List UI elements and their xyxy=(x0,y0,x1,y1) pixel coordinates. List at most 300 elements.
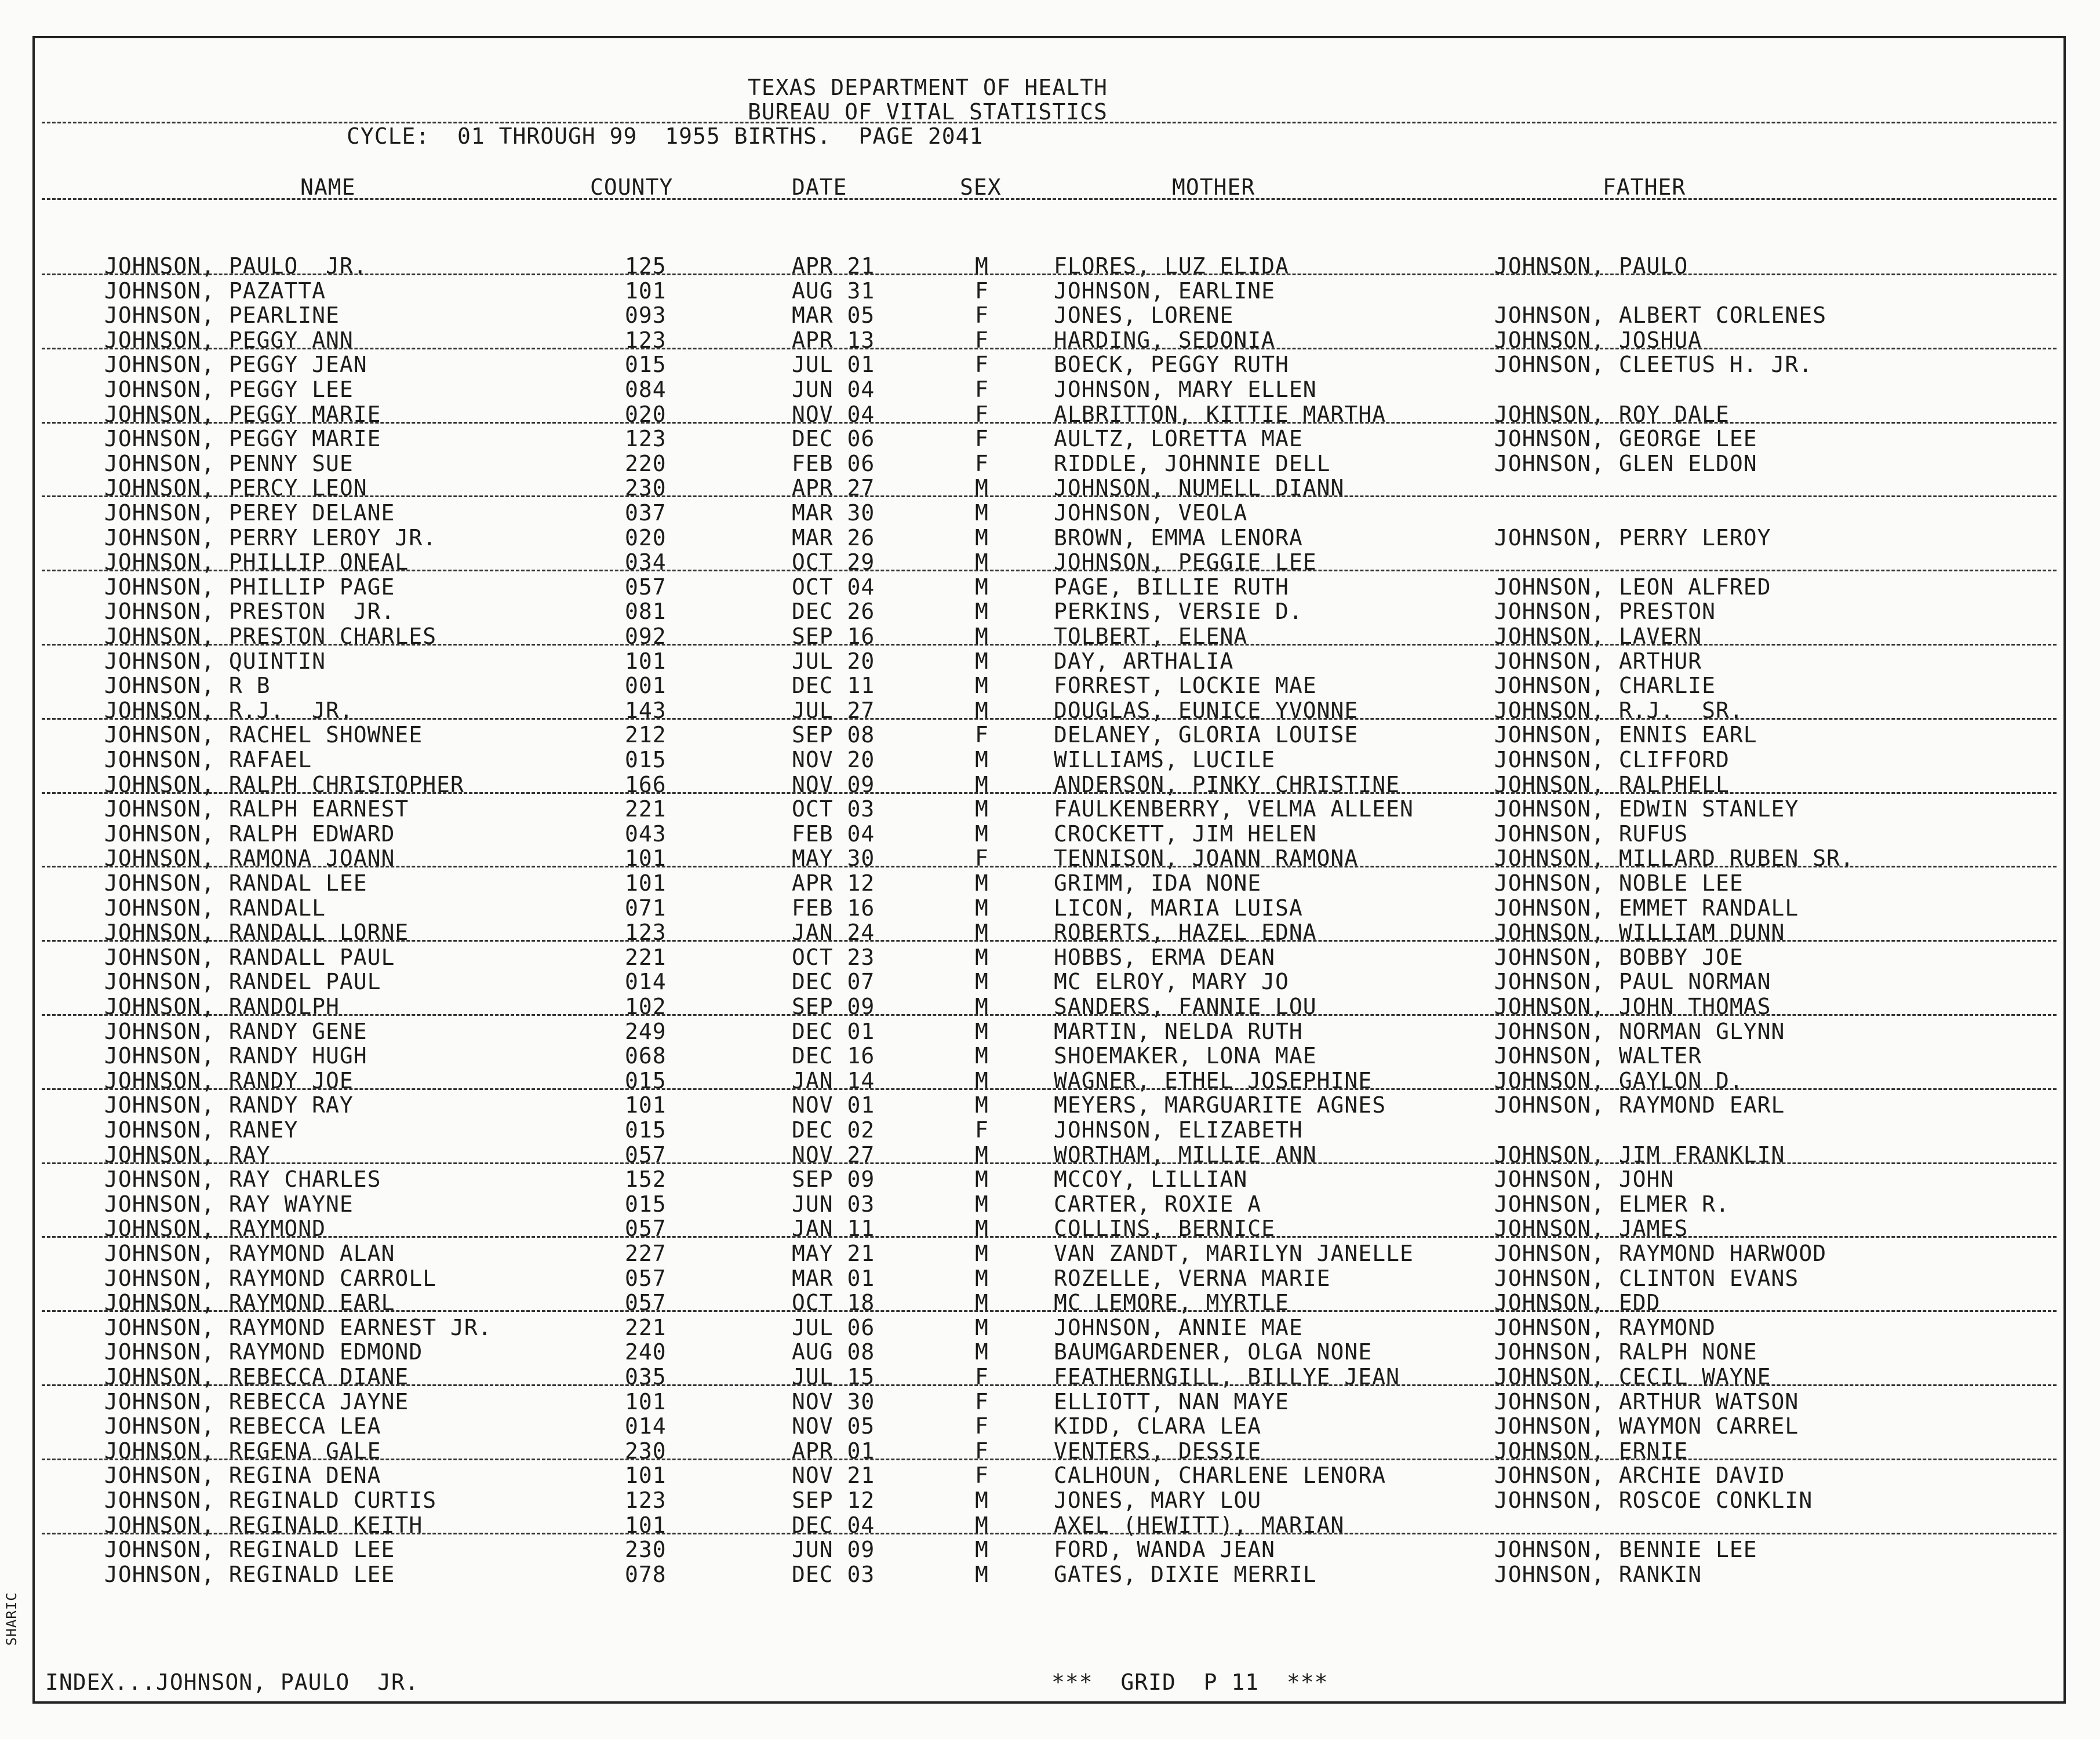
record-date: NOV 27 xyxy=(792,1142,875,1168)
record-date: NOV 09 xyxy=(792,772,875,797)
record-sex: M xyxy=(975,599,989,624)
record-county: 123 xyxy=(625,1488,667,1513)
record-county: 057 xyxy=(625,1290,667,1315)
record-sex: M xyxy=(975,500,989,526)
record-father: JOHNSON, CECIL WAYNE xyxy=(1494,1364,1771,1390)
record-date: OCT 18 xyxy=(792,1290,875,1315)
footer-grid: *** GRID P 11 *** xyxy=(1051,1669,1329,1695)
record-county: 034 xyxy=(625,549,667,575)
record-sex: M xyxy=(975,895,989,921)
record-sex: M xyxy=(975,1290,989,1315)
record-date: JUN 09 xyxy=(792,1537,875,1562)
record-date: JUL 27 xyxy=(792,698,875,723)
row-group-rule xyxy=(42,1459,2057,1460)
record-county: 101 xyxy=(625,1092,667,1118)
row-group-rule xyxy=(42,570,2057,571)
record-mother: MEYERS, MARGUARITE AGNES xyxy=(1054,1092,1386,1118)
record-sex: M xyxy=(975,1537,989,1562)
record-father: JOHNSON, RANKIN xyxy=(1494,1562,1702,1587)
row-group-rule xyxy=(42,644,2057,646)
record-father: JOHNSON, JOHN THOMAS xyxy=(1494,994,1771,1019)
record-date: APR 27 xyxy=(792,475,875,501)
record-name: JOHNSON, PEGGY LEE xyxy=(104,377,354,402)
record-name: JOHNSON, RANDY RAY xyxy=(104,1092,354,1118)
record-sex: M xyxy=(975,1315,989,1340)
record-county: 020 xyxy=(625,402,667,427)
record-county: 212 xyxy=(625,722,667,748)
record-county: 101 xyxy=(625,1463,667,1488)
record-mother: BOECK, PEGGY RUTH xyxy=(1054,352,1289,377)
record-father: JOHNSON, RALPHELL xyxy=(1494,772,1730,797)
record-mother: VENTERS, DESSIE xyxy=(1054,1438,1262,1464)
record-date: DEC 11 xyxy=(792,673,875,698)
record-sex: F xyxy=(975,1389,989,1414)
record-sex: M xyxy=(975,1068,989,1093)
record-date: DEC 03 xyxy=(792,1562,875,1587)
record-county: 001 xyxy=(625,673,667,698)
record-date: MAY 30 xyxy=(792,845,875,871)
record-name: JOHNSON, RAYMOND EDMOND xyxy=(104,1339,423,1365)
footer-index: INDEX...JOHNSON, PAULO JR. xyxy=(45,1669,419,1695)
record-name: JOHNSON, RANDY HUGH xyxy=(104,1043,367,1069)
row-group-rule xyxy=(42,1310,2057,1312)
record-mother: GATES, DIXIE MERRIL xyxy=(1054,1562,1317,1587)
record-mother: JOHNSON, MARY ELLEN xyxy=(1054,377,1317,402)
record-county: 037 xyxy=(625,500,667,526)
record-date: APR 21 xyxy=(792,253,875,279)
record-father: JOHNSON, ARTHUR WATSON xyxy=(1494,1389,1799,1414)
record-father: JOHNSON, GLEN ELDON xyxy=(1494,451,1757,476)
record-sex: M xyxy=(975,549,989,575)
record-county: 078 xyxy=(625,1562,667,1587)
record-date: NOV 30 xyxy=(792,1389,875,1414)
record-name: JOHNSON, RANDALL xyxy=(104,895,326,921)
row-group-rule xyxy=(42,792,2057,794)
record-name: JOHNSON, RACHEL SHOWNEE xyxy=(104,722,423,748)
record-county: 071 xyxy=(625,895,667,921)
record-sex: F xyxy=(975,845,989,871)
record-mother: PERKINS, VERSIE D. xyxy=(1054,599,1303,624)
row-group-rule xyxy=(42,348,2057,349)
record-name: JOHNSON, RANDY JOE xyxy=(104,1068,354,1093)
record-name: JOHNSON, REBECCA DIANE xyxy=(104,1364,409,1390)
record-sex: M xyxy=(975,1216,989,1241)
record-mother: JOHNSON, NUMELL DIANN xyxy=(1054,475,1345,501)
record-county: 057 xyxy=(625,1266,667,1291)
record-father: JOHNSON, NOBLE LEE xyxy=(1494,870,1744,896)
record-mother: ALBRITTON, KITTIE MARTHA xyxy=(1054,402,1386,427)
record-father: JOHNSON, RAYMOND EARL xyxy=(1494,1092,1785,1118)
record-sex: M xyxy=(975,1241,989,1266)
record-county: 092 xyxy=(625,624,667,649)
record-father: JOHNSON, CLEETUS H. JR. xyxy=(1494,352,1813,377)
record-date: MAR 26 xyxy=(792,525,875,550)
record-county: 057 xyxy=(625,1142,667,1168)
record-father: JOHNSON, CLINTON EVANS xyxy=(1494,1266,1799,1291)
record-county: 221 xyxy=(625,796,667,822)
record-sex: M xyxy=(975,1043,989,1069)
record-name: JOHNSON, PEGGY MARIE xyxy=(104,402,381,427)
record-date: JUL 01 xyxy=(792,352,875,377)
record-county: 057 xyxy=(625,1216,667,1241)
cycle-line: CYCLE: 01 THROUGH 99 1955 BIRTHS. PAGE 2041 xyxy=(347,123,984,149)
record-mother: FORD, WANDA JEAN xyxy=(1054,1537,1276,1562)
record-father: JOHNSON, GAYLON D. xyxy=(1494,1068,1744,1093)
record-father: JOHNSON, ERNIE xyxy=(1494,1438,1688,1464)
record-mother: DAY, ARTHALIA xyxy=(1054,648,1234,674)
record-mother: ANDERSON, PINKY CHRISTINE xyxy=(1054,772,1400,797)
record-sex: M xyxy=(975,747,989,772)
record-sex: F xyxy=(975,302,989,328)
record-date: JUN 04 xyxy=(792,377,875,402)
record-date: JAN 14 xyxy=(792,1068,875,1093)
record-date: DEC 01 xyxy=(792,1019,875,1044)
record-father: JOHNSON, WAYMON CARREL xyxy=(1494,1413,1799,1439)
row-group-rule xyxy=(42,1533,2057,1534)
record-mother: CALHOUN, CHARLENE LENORA xyxy=(1054,1463,1386,1488)
record-father: JOHNSON, ARCHIE DAVID xyxy=(1494,1463,1785,1488)
record-county: 221 xyxy=(625,945,667,970)
record-name: JOHNSON, REGINALD KEITH xyxy=(104,1512,423,1538)
record-mother: ROZELLE, VERNA MARIE xyxy=(1054,1266,1331,1291)
record-name: JOHNSON, RAY CHARLES xyxy=(104,1166,381,1192)
record-father: JOHNSON, MILLARD RUBEN SR. xyxy=(1494,845,1854,871)
record-father: JOHNSON, GEORGE LEE xyxy=(1494,426,1757,451)
record-date: MAR 30 xyxy=(792,500,875,526)
record-name: JOHNSON, R B xyxy=(104,673,271,698)
record-date: SEP 09 xyxy=(792,1166,875,1192)
record-date: JUL 15 xyxy=(792,1364,875,1390)
record-mother: COLLINS, BERNICE xyxy=(1054,1216,1276,1241)
record-date: SEP 08 xyxy=(792,722,875,748)
record-name: JOHNSON, RALPH EARNEST xyxy=(104,796,409,822)
record-name: JOHNSON, RAYMOND CARROLL xyxy=(104,1266,437,1291)
record-name: JOHNSON, REGINALD LEE xyxy=(104,1537,395,1562)
record-mother: DOUGLAS, EUNICE YVONNE xyxy=(1054,698,1359,723)
record-mother: JONES, MARY LOU xyxy=(1054,1488,1262,1513)
record-mother: MARTIN, NELDA RUTH xyxy=(1054,1019,1303,1044)
record-county: 084 xyxy=(625,377,667,402)
column-header-rule xyxy=(42,198,2057,200)
record-name: JOHNSON, RAYMOND EARL xyxy=(104,1290,395,1315)
row-group-rule xyxy=(42,495,2057,497)
row-group-rule xyxy=(42,1014,2057,1016)
row-group-rule xyxy=(42,1088,2057,1090)
column-header-sex: SEX xyxy=(960,174,1002,200)
record-name: JOHNSON, RANDOLPH xyxy=(104,994,340,1019)
record-mother: AULTZ, LORETTA MAE xyxy=(1054,426,1303,451)
record-date: DEC 04 xyxy=(792,1512,875,1538)
record-name: JOHNSON, PAZATTA xyxy=(104,278,326,304)
record-date: OCT 29 xyxy=(792,549,875,575)
record-sex: M xyxy=(975,698,989,723)
record-sex: F xyxy=(975,1117,989,1143)
record-date: AUG 31 xyxy=(792,278,875,304)
record-sex: M xyxy=(975,920,989,945)
record-mother: MC ELROY, MARY JO xyxy=(1054,969,1289,994)
record-date: DEC 06 xyxy=(792,426,875,451)
record-county: 249 xyxy=(625,1019,667,1044)
record-name: JOHNSON, RAMONA JOANN xyxy=(104,845,395,871)
record-mother: FLORES, LUZ ELIDA xyxy=(1054,253,1289,279)
record-county: 166 xyxy=(625,772,667,797)
record-date: FEB 06 xyxy=(792,451,875,476)
record-father: JOHNSON, RALPH NONE xyxy=(1494,1339,1757,1365)
record-mother: BAUMGARDENER, OLGA NONE xyxy=(1054,1339,1373,1365)
record-name: JOHNSON, RANDAL LEE xyxy=(104,870,367,896)
record-father: JOHNSON, EDD xyxy=(1494,1290,1661,1315)
record-mother: FORREST, LOCKIE MAE xyxy=(1054,673,1317,698)
column-header-name: NAME xyxy=(300,174,356,200)
record-mother: RIDDLE, JOHNNIE DELL xyxy=(1054,451,1331,476)
record-date: OCT 03 xyxy=(792,796,875,822)
record-father: JOHNSON, JAMES xyxy=(1494,1216,1688,1241)
record-date: DEC 26 xyxy=(792,599,875,624)
record-county: 015 xyxy=(625,1117,667,1143)
row-group-rule xyxy=(42,422,2057,424)
record-county: 015 xyxy=(625,1068,667,1093)
record-county: 230 xyxy=(625,1537,667,1562)
column-header-father: FATHER xyxy=(1603,174,1686,200)
record-date: DEC 07 xyxy=(792,969,875,994)
record-name: JOHNSON, PEREY DELANE xyxy=(104,500,395,526)
record-date: JUL 20 xyxy=(792,648,875,674)
record-county: 015 xyxy=(625,352,667,377)
record-date: DEC 16 xyxy=(792,1043,875,1069)
record-name: JOHNSON, RAYMOND ALAN xyxy=(104,1241,395,1266)
record-county: 221 xyxy=(625,1315,667,1340)
record-sex: M xyxy=(975,1191,989,1217)
record-mother: CARTER, ROXIE A xyxy=(1054,1191,1262,1217)
record-sex: M xyxy=(975,1266,989,1291)
record-date: APR 12 xyxy=(792,870,875,896)
record-father: JOHNSON, RAYMOND HARWOOD xyxy=(1494,1241,1827,1266)
record-name: JOHNSON, PENNY SUE xyxy=(104,451,354,476)
record-name: JOHNSON, REGENA GALE xyxy=(104,1438,381,1464)
record-date: JUN 03 xyxy=(792,1191,875,1217)
record-mother: BROWN, EMMA LENORA xyxy=(1054,525,1303,550)
record-mother: MC LEMORE, MYRTLE xyxy=(1054,1290,1289,1315)
record-sex: M xyxy=(975,525,989,550)
row-group-rule xyxy=(42,274,2057,275)
record-county: 227 xyxy=(625,1241,667,1266)
row-group-rule xyxy=(42,1162,2057,1164)
record-sex: M xyxy=(975,673,989,698)
record-date: APR 01 xyxy=(792,1438,875,1464)
record-date: NOV 05 xyxy=(792,1413,875,1439)
row-group-rule xyxy=(42,718,2057,720)
record-sex: M xyxy=(975,1512,989,1538)
record-name: JOHNSON, PHILLIP ONEAL xyxy=(104,549,409,575)
record-sex: F xyxy=(975,1463,989,1488)
record-name: JOHNSON, RAYMOND xyxy=(104,1216,326,1241)
record-date: OCT 04 xyxy=(792,574,875,600)
record-name: JOHNSON, REGINALD LEE xyxy=(104,1562,395,1587)
record-name: JOHNSON, PEGGY MARIE xyxy=(104,426,381,451)
record-date: FEB 16 xyxy=(792,895,875,921)
record-father: JOHNSON, WILLIAM DUNN xyxy=(1494,920,1785,945)
record-sex: M xyxy=(975,1488,989,1513)
record-sex: F xyxy=(975,278,989,304)
record-county: 014 xyxy=(625,1413,667,1439)
record-father: JOHNSON, BOBBY JOE xyxy=(1494,945,1744,970)
record-sex: M xyxy=(975,945,989,970)
record-mother: ROBERTS, HAZEL EDNA xyxy=(1054,920,1317,945)
row-group-rule xyxy=(42,866,2057,867)
record-sex: M xyxy=(975,253,989,279)
record-mother: WORTHAM, MILLIE ANN xyxy=(1054,1142,1317,1168)
record-mother: DELANEY, GLORIA LOUISE xyxy=(1054,722,1359,748)
record-mother: VAN ZANDT, MARILYN JANELLE xyxy=(1054,1241,1414,1266)
record-date: OCT 23 xyxy=(792,945,875,970)
record-name: JOHNSON, PAULO JR. xyxy=(104,253,367,279)
record-sex: F xyxy=(975,327,989,353)
record-sex: M xyxy=(975,1166,989,1192)
record-sex: M xyxy=(975,1092,989,1118)
record-sex: M xyxy=(975,475,989,501)
record-name: JOHNSON, PERCY LEON xyxy=(104,475,367,501)
record-mother: HARDING, SEDONIA xyxy=(1054,327,1276,353)
record-name: JOHNSON, REGINALD CURTIS xyxy=(104,1488,437,1513)
record-father: JOHNSON, LEON ALFRED xyxy=(1494,574,1771,600)
record-father: JOHNSON, R.J. SR. xyxy=(1494,698,1744,723)
record-father: JOHNSON, CHARLIE xyxy=(1494,673,1716,698)
row-group-rule xyxy=(42,940,2057,942)
record-mother: TOLBERT, ELENA xyxy=(1054,624,1248,649)
record-sex: F xyxy=(975,352,989,377)
record-county: 230 xyxy=(625,475,667,501)
record-county: 101 xyxy=(625,648,667,674)
record-father: JOHNSON, LAVERN xyxy=(1494,624,1702,649)
record-sex: M xyxy=(975,870,989,896)
record-father: JOHNSON, NORMAN GLYNN xyxy=(1494,1019,1785,1044)
record-sex: F xyxy=(975,402,989,427)
record-date: AUG 08 xyxy=(792,1339,875,1365)
record-father: JOHNSON, JIM FRANKLIN xyxy=(1494,1142,1785,1168)
record-father: JOHNSON, ENNIS EARL xyxy=(1494,722,1757,748)
record-father: JOHNSON, ELMER R. xyxy=(1494,1191,1730,1217)
record-mother: FAULKENBERRY, VELMA ALLEEN xyxy=(1054,796,1414,822)
record-mother: JOHNSON, EARLINE xyxy=(1054,278,1276,304)
column-header-county: COUNTY xyxy=(590,174,674,200)
record-date: APR 13 xyxy=(792,327,875,353)
record-sex: F xyxy=(975,1438,989,1464)
record-county: 123 xyxy=(625,920,667,945)
record-date: NOV 20 xyxy=(792,747,875,772)
record-name: JOHNSON, REBECCA LEA xyxy=(104,1413,381,1439)
record-sex: F xyxy=(975,426,989,451)
record-father: JOHNSON, RAYMOND xyxy=(1494,1315,1716,1340)
record-name: JOHNSON, PEGGY JEAN xyxy=(104,352,367,377)
record-sex: M xyxy=(975,796,989,822)
record-father: JOHNSON, ROSCOE CONKLIN xyxy=(1494,1488,1813,1513)
record-name: JOHNSON, RANDALL PAUL xyxy=(104,945,395,970)
record-county: 220 xyxy=(625,451,667,476)
record-mother: JONES, LORENE xyxy=(1054,302,1234,328)
record-mother: FEATHERNGILL, BILLYE JEAN xyxy=(1054,1364,1400,1390)
record-name: JOHNSON, PEARLINE xyxy=(104,302,340,328)
record-father: JOHNSON, JOHN xyxy=(1494,1166,1675,1192)
row-group-rule xyxy=(42,1384,2057,1386)
record-sex: M xyxy=(975,574,989,600)
record-mother: MCCOY, LILLIAN xyxy=(1054,1166,1248,1192)
record-county: 101 xyxy=(625,845,667,871)
record-date: JAN 11 xyxy=(792,1216,875,1241)
record-sex: M xyxy=(975,969,989,994)
record-mother: GRIMM, IDA NONE xyxy=(1054,870,1262,896)
record-date: MAR 01 xyxy=(792,1266,875,1291)
record-mother: WAGNER, ETHEL JOSEPHINE xyxy=(1054,1068,1373,1093)
record-name: JOHNSON, RAY WAYNE xyxy=(104,1191,354,1217)
record-date: SEP 12 xyxy=(792,1488,875,1513)
record-mother: SANDERS, FANNIE LOU xyxy=(1054,994,1317,1019)
record-name: JOHNSON, REBECCA JAYNE xyxy=(104,1389,409,1414)
record-father: JOHNSON, CLIFFORD xyxy=(1494,747,1730,772)
record-sex: F xyxy=(975,1364,989,1390)
record-name: JOHNSON, RALPH CHRISTOPHER xyxy=(104,772,464,797)
record-mother: KIDD, CLARA LEA xyxy=(1054,1413,1262,1439)
record-name: JOHNSON, RANEY xyxy=(104,1117,299,1143)
record-name: JOHNSON, R.J. JR. xyxy=(104,698,354,723)
record-county: 014 xyxy=(625,969,667,994)
record-sex: M xyxy=(975,648,989,674)
record-date: NOV 21 xyxy=(792,1463,875,1488)
record-date: MAY 21 xyxy=(792,1241,875,1266)
record-father: JOHNSON, PERRY LEROY xyxy=(1494,525,1771,550)
record-county: 240 xyxy=(625,1339,667,1365)
record-sex: M xyxy=(975,994,989,1019)
record-mother: WILLIAMS, LUCILE xyxy=(1054,747,1276,772)
record-county: 035 xyxy=(625,1364,667,1390)
record-county: 068 xyxy=(625,1043,667,1069)
record-county: 123 xyxy=(625,327,667,353)
record-date: FEB 04 xyxy=(792,821,875,847)
record-county: 057 xyxy=(625,574,667,600)
record-sex: F xyxy=(975,1413,989,1439)
record-date: SEP 16 xyxy=(792,624,875,649)
record-father: JOHNSON, BENNIE LEE xyxy=(1494,1537,1757,1562)
record-county: 015 xyxy=(625,747,667,772)
record-county: 102 xyxy=(625,994,667,1019)
record-father: JOHNSON, RUFUS xyxy=(1494,821,1688,847)
record-father: JOHNSON, ARTHUR xyxy=(1494,648,1702,674)
record-date: NOV 04 xyxy=(792,402,875,427)
record-date: SEP 09 xyxy=(792,994,875,1019)
record-mother: ELLIOTT, NAN MAYE xyxy=(1054,1389,1289,1414)
record-mother: TENNISON, JOANN RAMONA xyxy=(1054,845,1359,871)
record-name: JOHNSON, PHILLIP PAGE xyxy=(104,574,395,600)
record-sex: M xyxy=(975,1339,989,1365)
record-name: JOHNSON, PEGGY ANN xyxy=(104,327,354,353)
record-father: JOHNSON, ROY DALE xyxy=(1494,402,1730,427)
record-sex: M xyxy=(975,624,989,649)
record-sex: M xyxy=(975,1142,989,1168)
record-mother: PAGE, BILLIE RUTH xyxy=(1054,574,1289,600)
record-county: 043 xyxy=(625,821,667,847)
record-sex: M xyxy=(975,1562,989,1587)
record-date: NOV 01 xyxy=(792,1092,875,1118)
record-mother: HOBBS, ERMA DEAN xyxy=(1054,945,1276,970)
record-date: JUL 06 xyxy=(792,1315,875,1340)
record-name: JOHNSON, QUINTIN xyxy=(104,648,326,674)
record-mother: CROCKETT, JIM HELEN xyxy=(1054,821,1317,847)
record-mother: AXEL (HEWITT), MARIAN xyxy=(1054,1512,1345,1538)
record-name: JOHNSON, RANDY GENE xyxy=(104,1019,367,1044)
column-header-date: DATE xyxy=(792,174,847,200)
record-father: JOHNSON, ALBERT CORLENES xyxy=(1494,302,1827,328)
row-group-rule xyxy=(42,1236,2057,1238)
record-county: 081 xyxy=(625,599,667,624)
